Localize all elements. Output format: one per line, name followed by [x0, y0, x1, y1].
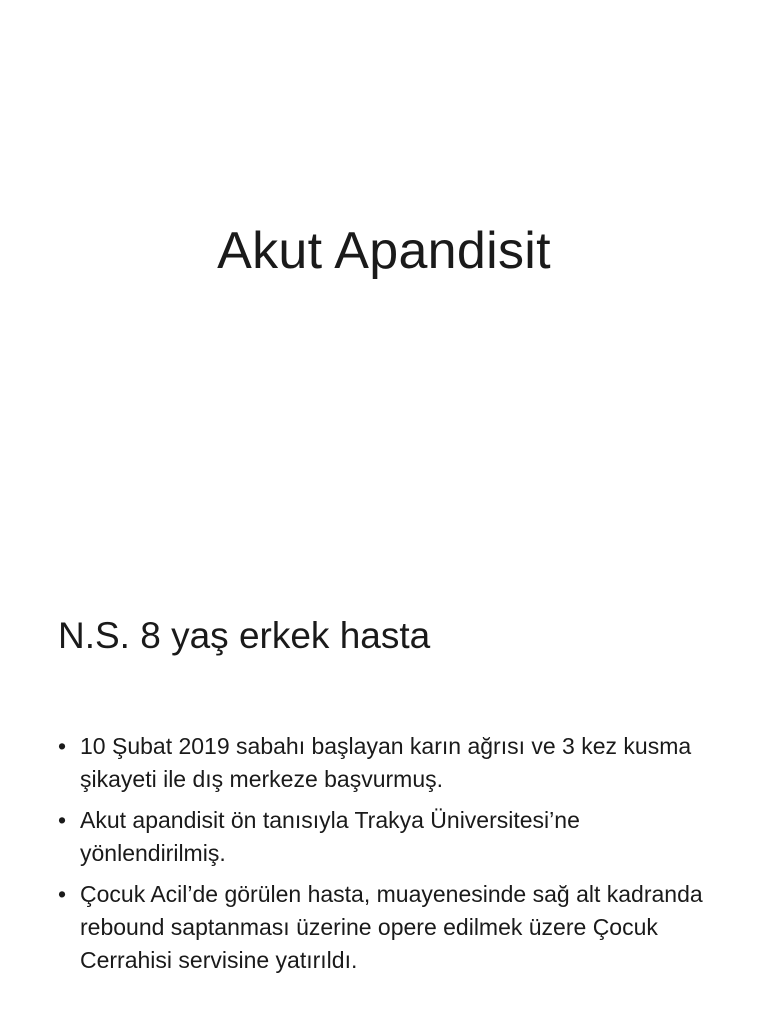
case-bullet-list — [58, 730, 718, 985]
bullet-icon: • — [58, 807, 67, 833]
list-item — [58, 804, 718, 870]
bullet-icon: • — [58, 733, 67, 759]
slide-title-heading: Akut Apandisit — [217, 222, 551, 280]
case-heading: N.S. 8 yaş erkek hasta — [58, 615, 431, 656]
slide-case — [0, 512, 768, 1024]
bullet-text: 10 Şubat 2019 sabahı başlayan karın ağrısı ve 3 kez kusma şikayeti ile dış merkeze başvurmuş. — [80, 733, 692, 792]
bullet-text: Akut apandisit ön tanısıyla Trakya Üniversitesi’ne yönlendirilmiş. — [80, 807, 580, 866]
list-item — [58, 730, 718, 796]
bullet-text: Çocuk Acil’de görülen hasta, muayenesinde sağ alt kadranda rebound saptanması üzerine opere edilmek üzere Çocuk Cerrahisi servisine yatırıldı. — [80, 881, 703, 973]
bullet-icon: • — [58, 881, 67, 907]
list-item — [58, 878, 718, 977]
